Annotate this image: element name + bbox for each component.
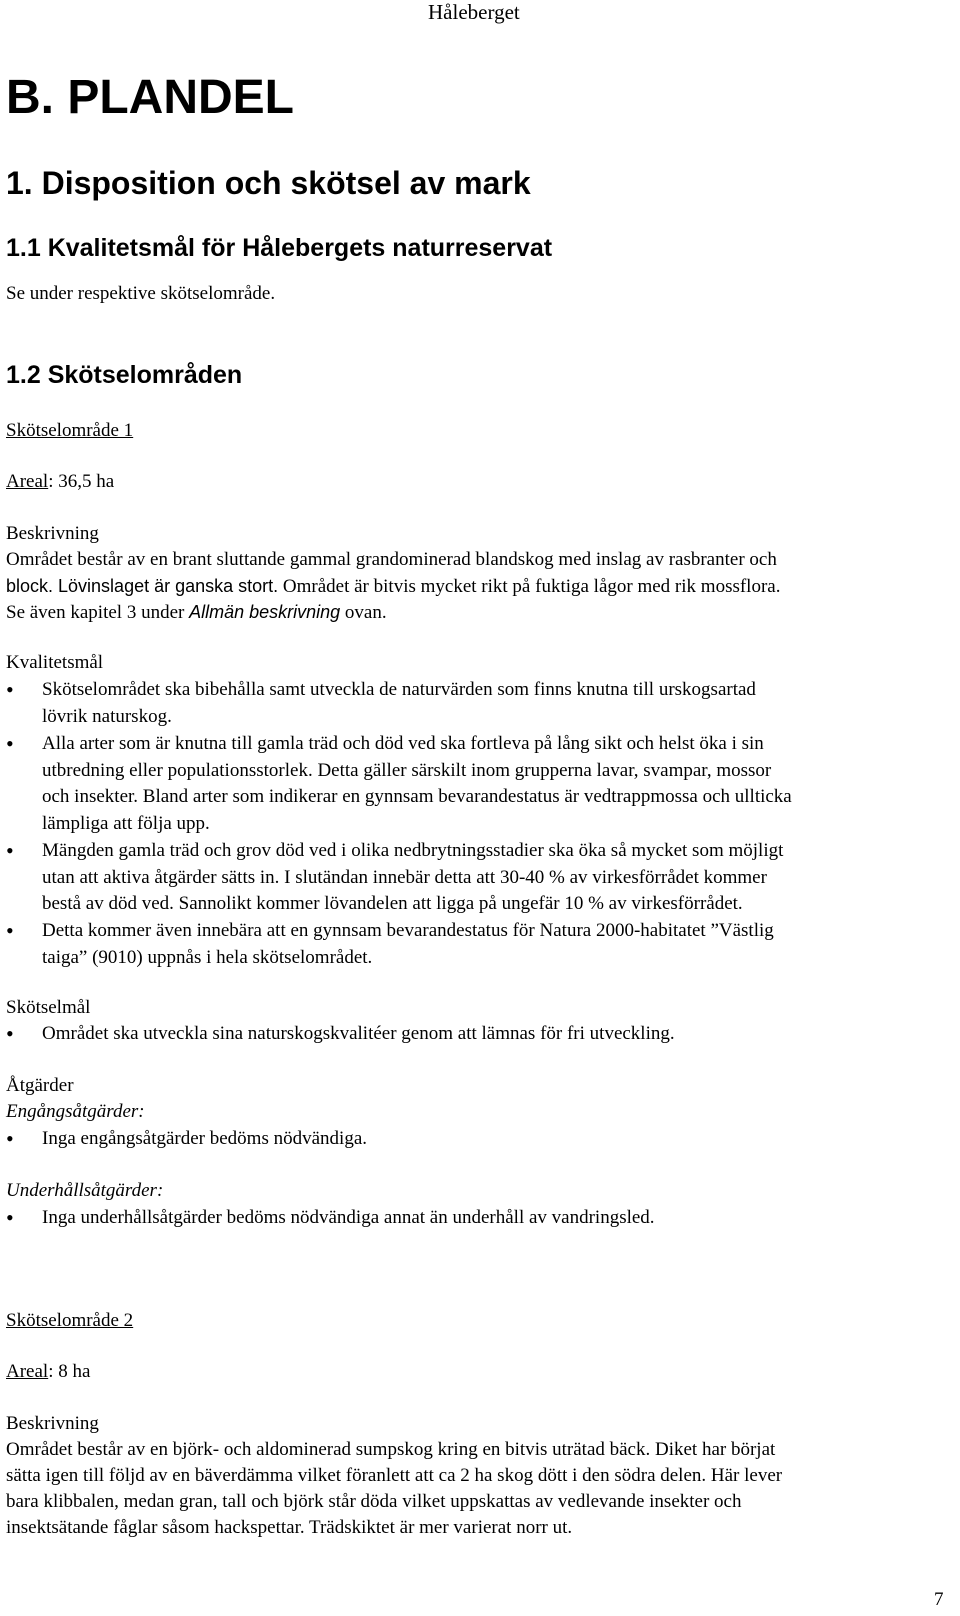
kvalitetsmal-item-1 (42, 677, 942, 730)
area-1-desc-line-2 (6, 573, 780, 600)
area-1-areal-label: Areal (6, 471, 49, 492)
bullet-icon (6, 1021, 32, 1049)
item-line: taiga” (9010) uppnås i hela skötselområdet. (42, 946, 373, 968)
bullet-icon (6, 731, 32, 759)
skotselmal-item-1: Området ska utveckla sina naturskogskvalitéer genom att lämnas för fri utveckling. (42, 1023, 675, 1044)
area-1-desc-italic: Allmän beskrivning (189, 602, 341, 622)
item-line: och insekter. Bland arter som indikerar en gynnsam bevarandestatus är vedtrappmossa och ullticka (42, 786, 792, 807)
engangs-heading: Engångsåtgärder: (6, 1101, 145, 1122)
engangs-item-1: Inga engångsåtgärder bedöms nödvändiga. (42, 1128, 368, 1149)
part-title: B. PLANDEL (6, 71, 294, 124)
underhalls-heading: Underhållsåtgärder: (6, 1180, 164, 1201)
atgarder-heading: Åtgärder (6, 1075, 74, 1096)
item-line: utbredning eller populationsstorlek. Detta gäller särskilt inom grupperna lavar, svampar, mossor (42, 759, 772, 781)
area-2-desc-line-1: Området består av en björk- och aldominerad sumpskog kring en bitvis uträtad bäck. Diket har börjat (6, 1439, 776, 1460)
kvalitetsmal-heading: Kvalitetsmål (6, 652, 104, 673)
bullet-icon (6, 1126, 32, 1154)
area-1-desc-line-1: Området består av en brant sluttande gammal grandominerad blandskog med inslag av rasbranter och (6, 549, 777, 570)
area-2-desc-line-2: sätta igen till följd av en bäverdämma vilket föranlett att ca 2 ha skog dött i den södra delen. Här lever (6, 1465, 783, 1486)
section-1-title: 1. Disposition och skötsel av mark (6, 165, 531, 201)
area-2-areal-label: Areal (6, 1361, 49, 1382)
kvalitetsmal-item-4 (42, 918, 942, 971)
section-1-1-text: Se under respektive skötselområde. (6, 283, 276, 304)
running-header: Håleberget (428, 0, 520, 24)
bullet-icon (6, 1205, 32, 1233)
item-line: lämpliga att följa upp. (42, 812, 210, 834)
skotselmal-heading: Skötselmål (6, 997, 91, 1018)
area-1-areal (6, 469, 114, 495)
item-line: Detta kommer även innebära att en gynnsam bevarandestatus för Natura 2000-habitatet ”Västlig (42, 920, 774, 941)
area-1-beskrivning-heading: Beskrivning (6, 523, 99, 544)
bullet-icon (6, 838, 32, 866)
area-2-desc-line-3: bara klibbalen, medan gran, tall och björk står döda vilket uppskattas av vedlevande insekter och (6, 1491, 742, 1512)
kvalitetsmal-item-2 (42, 731, 942, 837)
page-number: 7 (934, 1589, 944, 1610)
area-2-areal-value: : 8 ha (48, 1361, 91, 1382)
area-1-desc-line-2a: block. Lövinslaget är ganska stort. (6, 576, 279, 596)
bullet-icon (6, 677, 32, 705)
item-line: lövrik naturskog. (42, 705, 172, 727)
item-line: Mängden gamla träd och grov död ved i olika nedbrytningsstadier ska öka så mycket som möjligt (42, 840, 784, 861)
section-1-2-title: 1.2 Skötselområden (6, 361, 243, 389)
area-1-title: Skötselområde 1 (6, 420, 134, 441)
area-1-desc-line-3b: ovan. (340, 602, 387, 623)
area-2-title: Skötselområde 2 (6, 1310, 134, 1331)
area-1-areal-value: : 36,5 ha (48, 471, 115, 492)
item-line: Alla arter som är knutna till gamla träd och död ved ska fortleva på lång sikt och helst öka i sin (42, 733, 764, 754)
underhalls-item-1: Inga underhållsåtgärder bedöms nödvändiga annat än underhåll av vandringsled. (42, 1207, 655, 1228)
kvalitetsmal-item-3 (42, 838, 942, 918)
area-1-desc-line-3a: Se även kapitel 3 under (6, 602, 190, 623)
area-1-desc-line-2b: Området är bitvis mycket rikt på fuktiga lågor med rik mossflora. (278, 576, 781, 597)
item-line: utan att aktiva åtgärder sätts in. I slutändan innebär detta att 30-40 % av virkesförrådet kommer (42, 866, 767, 888)
area-2-areal (6, 1359, 90, 1385)
bullet-icon (6, 918, 32, 946)
section-1-1-title: 1.1 Kvalitetsmål för Hålebergets naturreservat (6, 234, 553, 262)
area-1-desc-line-3 (6, 599, 387, 626)
item-line: bestå av död ved. Sannolikt kommer lövandelen att ligga på ungefär 10 % av virkesförrådet. (42, 893, 743, 914)
area-2-desc-line-4: insektsätande fåglar såsom hackspettar. Trädskiktet är mer varierat norr ut. (6, 1517, 573, 1538)
item-line: Skötselområdet ska bibehålla samt utveckla de naturvärden som finns knutna till urskogsartad (42, 679, 756, 700)
area-2-beskrivning-heading: Beskrivning (6, 1413, 99, 1434)
